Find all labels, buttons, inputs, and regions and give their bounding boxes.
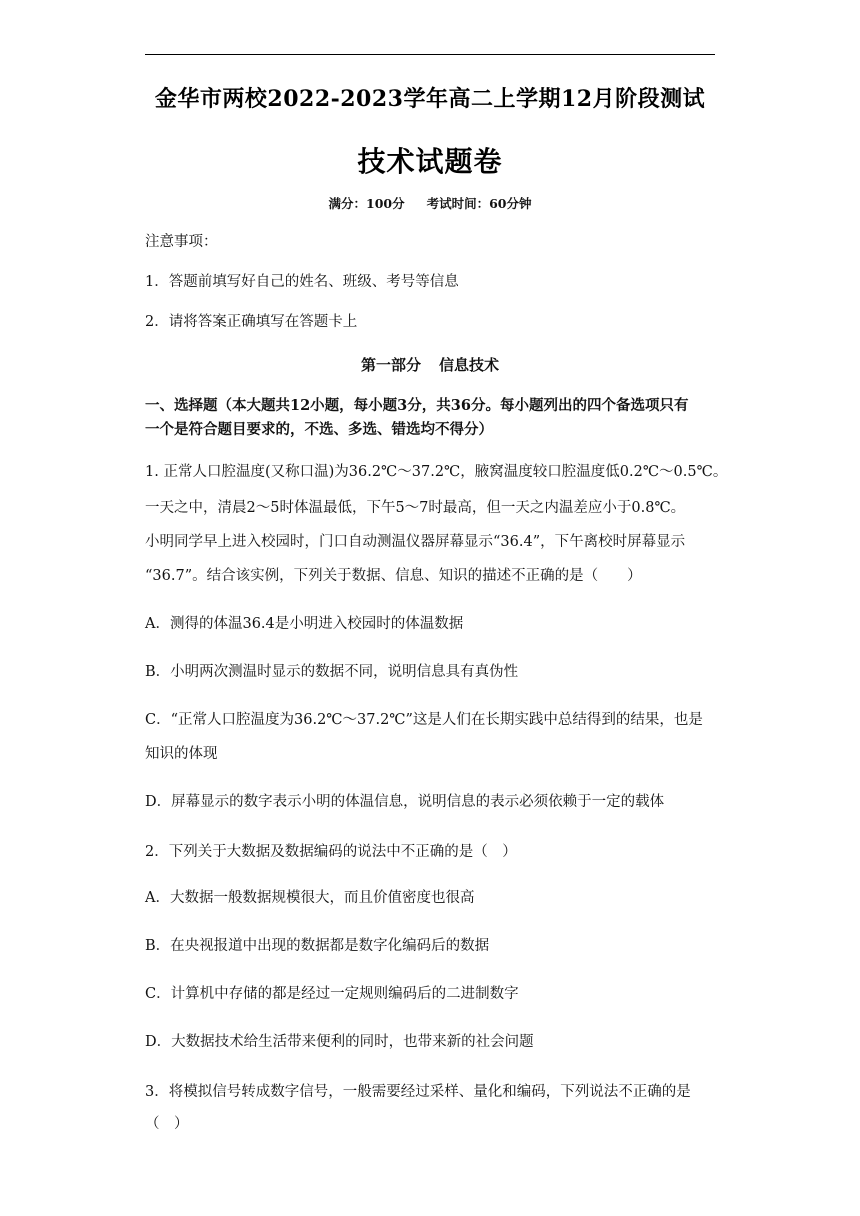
section-heading: [0, 354, 860, 375]
note-item: 1．答题前填写好自己的姓名、班级、考号等信息: [145, 274, 459, 290]
notes-heading: 注意事项：: [145, 234, 218, 250]
question-1-option-c: C．“正常人口腔温度为36.2℃～37.2℃”这是人们在长期实践中总结得到的结果，也是: [145, 712, 703, 728]
section-instructions: 一个是符合题目要求的，不选、多选、错选均不得分）: [145, 421, 493, 438]
question-1-stem: 一天之中，清晨2～5时体温最低，下午5～7时最高，但一天之内温差应小于0.8℃。: [145, 500, 686, 516]
exam-meta: [0, 194, 860, 212]
question-1-option-d: D．屏幕显示的数字表示小明的体温信息，说明信息的表示必须依赖于一定的载体: [145, 794, 665, 810]
exam-subtitle: 技术试题卷: [357, 145, 503, 178]
question-3-stem: 3．将模拟信号转成数字信号，一般需要经过采样、量化和编码，下列说法不正确的是: [145, 1084, 691, 1100]
question-2-option-a: A．大数据一般数据规模很大，而且价值密度也很高: [145, 890, 475, 906]
exam-title: 金华市两校2022-2023学年高二上学期12月阶段测试: [154, 86, 706, 112]
section-part: 第一部分: [360, 356, 421, 374]
note-item: 2．请将答案正确填写在答题卡上: [145, 314, 358, 330]
section-name: 信息技术: [439, 356, 500, 374]
question-2-option-d: D．大数据技术给生活带来便利的同时，也带来新的社会问题: [145, 1034, 534, 1050]
question-2-stem: 2．下列关于大数据及数据编码的说法中不正确的是（ ）: [145, 844, 517, 860]
question-3-stem: （ ）: [145, 1116, 189, 1132]
question-1-option-b: B．小明两次测温时显示的数据不同，说明信息具有真伪性: [145, 664, 519, 680]
question-1-option-c: 知识的体现: [145, 746, 218, 762]
section-instructions: 一、选择题（本大题共12小题，每小题3分，共36分。每小题列出的四个备选项只有: [145, 397, 689, 414]
question-1-option-a: A．测得的体温36.4是小明进入校园时的体温数据: [145, 616, 464, 632]
header-rule: [145, 54, 715, 55]
question-1-stem: 小明同学早上进入校园时，门口自动测温仪器屏幕显示“36.4”，下午离校时屏幕显示: [145, 534, 686, 550]
exam-time: 考试时间：60分钟: [426, 196, 532, 211]
question-2-option-c: C．计算机中存储的都是经过一定规则编码后的二进制数字: [145, 986, 519, 1002]
question-1-stem: “36.7”。结合该实例，下列关于数据、信息、知识的描述不正确的是（ ）: [145, 568, 642, 584]
full-score: 满分：100分: [328, 196, 405, 211]
question-1-stem: 1. 正常人口腔温度(又称口温)为36.2℃～37.2℃，腋窝温度较口腔温度低0.2℃～0.5℃。: [145, 464, 728, 480]
question-2-option-b: B．在央视报道中出现的数据都是数字化编码后的数据: [145, 938, 490, 954]
